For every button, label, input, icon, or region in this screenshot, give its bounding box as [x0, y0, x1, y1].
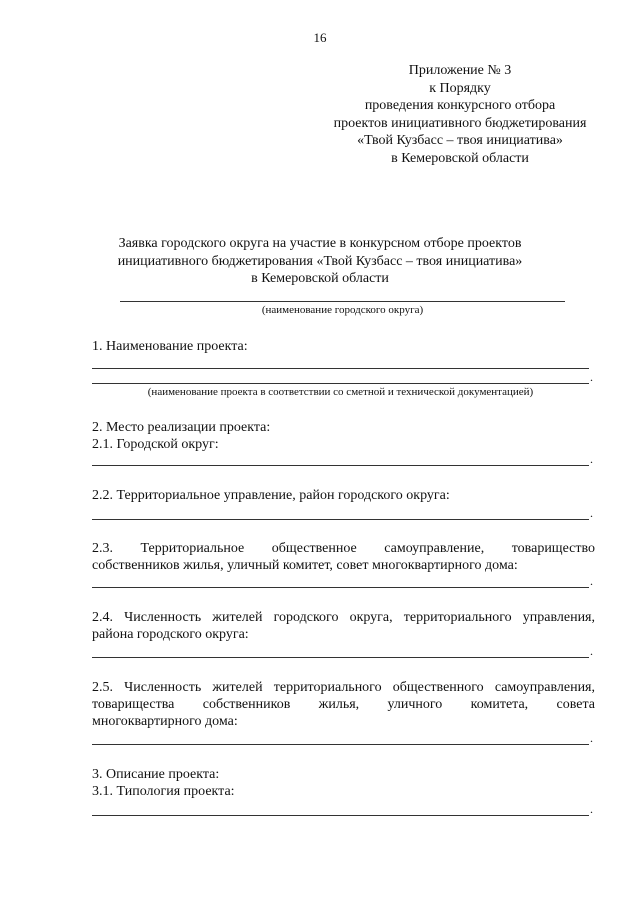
territorial-administration-field[interactable] — [92, 519, 589, 520]
appendix-line: проведения конкурсного отбора — [364, 98, 556, 113]
project-name-field-line-2[interactable] — [92, 383, 589, 384]
section-2-1-label: 2.1. Городской округ: — [92, 437, 219, 452]
line-end-period: . — [590, 802, 593, 816]
section-2-5-label-cont: многоквартирного дома: — [92, 714, 238, 729]
line-end-period: . — [590, 370, 593, 384]
section-2-3-line: 2.3. Территориальное общественное самоуправление, товарищество — [92, 541, 595, 556]
line-end-period: . — [590, 506, 593, 520]
self-government-field[interactable] — [92, 587, 589, 588]
project-name-field-line-1[interactable] — [92, 368, 589, 369]
appendix-line: «Твой Кузбасс – твоя инициатива» — [357, 133, 563, 148]
section-1-heading: 1. Наименование проекта: — [92, 339, 248, 354]
document-title — [95, 235, 545, 288]
title-line: Заявка городского округа на участие в конкурсном отборе проектов — [118, 236, 522, 251]
section-2-5-line: 2.5. Численность жителей территориального общественного самоуправления, — [92, 680, 595, 695]
line-end-period: . — [590, 452, 593, 466]
appendix-header — [300, 62, 620, 167]
appendix-line: Приложение № 3 — [408, 63, 512, 78]
project-typology-field[interactable] — [92, 815, 589, 816]
section-2-4-line: 2.4. Численность жителей городского округа, территориального управления, — [92, 610, 595, 625]
page-number: 16 — [313, 30, 327, 45]
population-community-field[interactable] — [92, 744, 589, 745]
line-end-period: . — [590, 731, 593, 745]
section-2-3-label — [92, 541, 595, 557]
section-3-1-label: 3.1. Типология проекта: — [92, 784, 235, 799]
appendix-line: в Кемеровской области — [391, 150, 529, 166]
section-2-5-label — [92, 680, 595, 696]
title-line: инициативного бюджетирования «Твой Кузбасс – твоя инициатива» — [117, 253, 523, 269]
title-line: в Кемеровской области — [251, 271, 389, 286]
section-2-4-label-cont: района городского округа: — [92, 627, 249, 642]
district-name-caption: (наименование городского округа) — [261, 304, 424, 316]
city-district-field[interactable] — [92, 465, 589, 466]
appendix-line: к Порядку — [429, 80, 491, 96]
appendix-line: проектов инициативного бюджетирования — [333, 115, 587, 131]
section-2-2-label: 2.2. Территориальное управление, район городского округа: — [92, 488, 450, 503]
section-2-4-label — [92, 610, 595, 626]
section-3-heading: 3. Описание проекта: — [92, 767, 220, 782]
section-2-3-label-cont: собственников жилья, уличный комитет, совет многоквартирного дома: — [92, 558, 518, 573]
project-name-caption: (наименование проекта в соответствии со сметной и технической документацией) — [147, 386, 534, 398]
district-name-field[interactable] — [120, 301, 565, 302]
section-2-heading: 2. Место реализации проекта: — [92, 420, 271, 435]
population-district-field[interactable] — [92, 657, 589, 658]
line-end-period: . — [590, 574, 593, 588]
section-2-5-line: товарищества собственников жилья, уличного комитета, совета — [92, 697, 595, 712]
section-2-5-label-2 — [92, 697, 595, 713]
line-end-period: . — [590, 644, 593, 658]
